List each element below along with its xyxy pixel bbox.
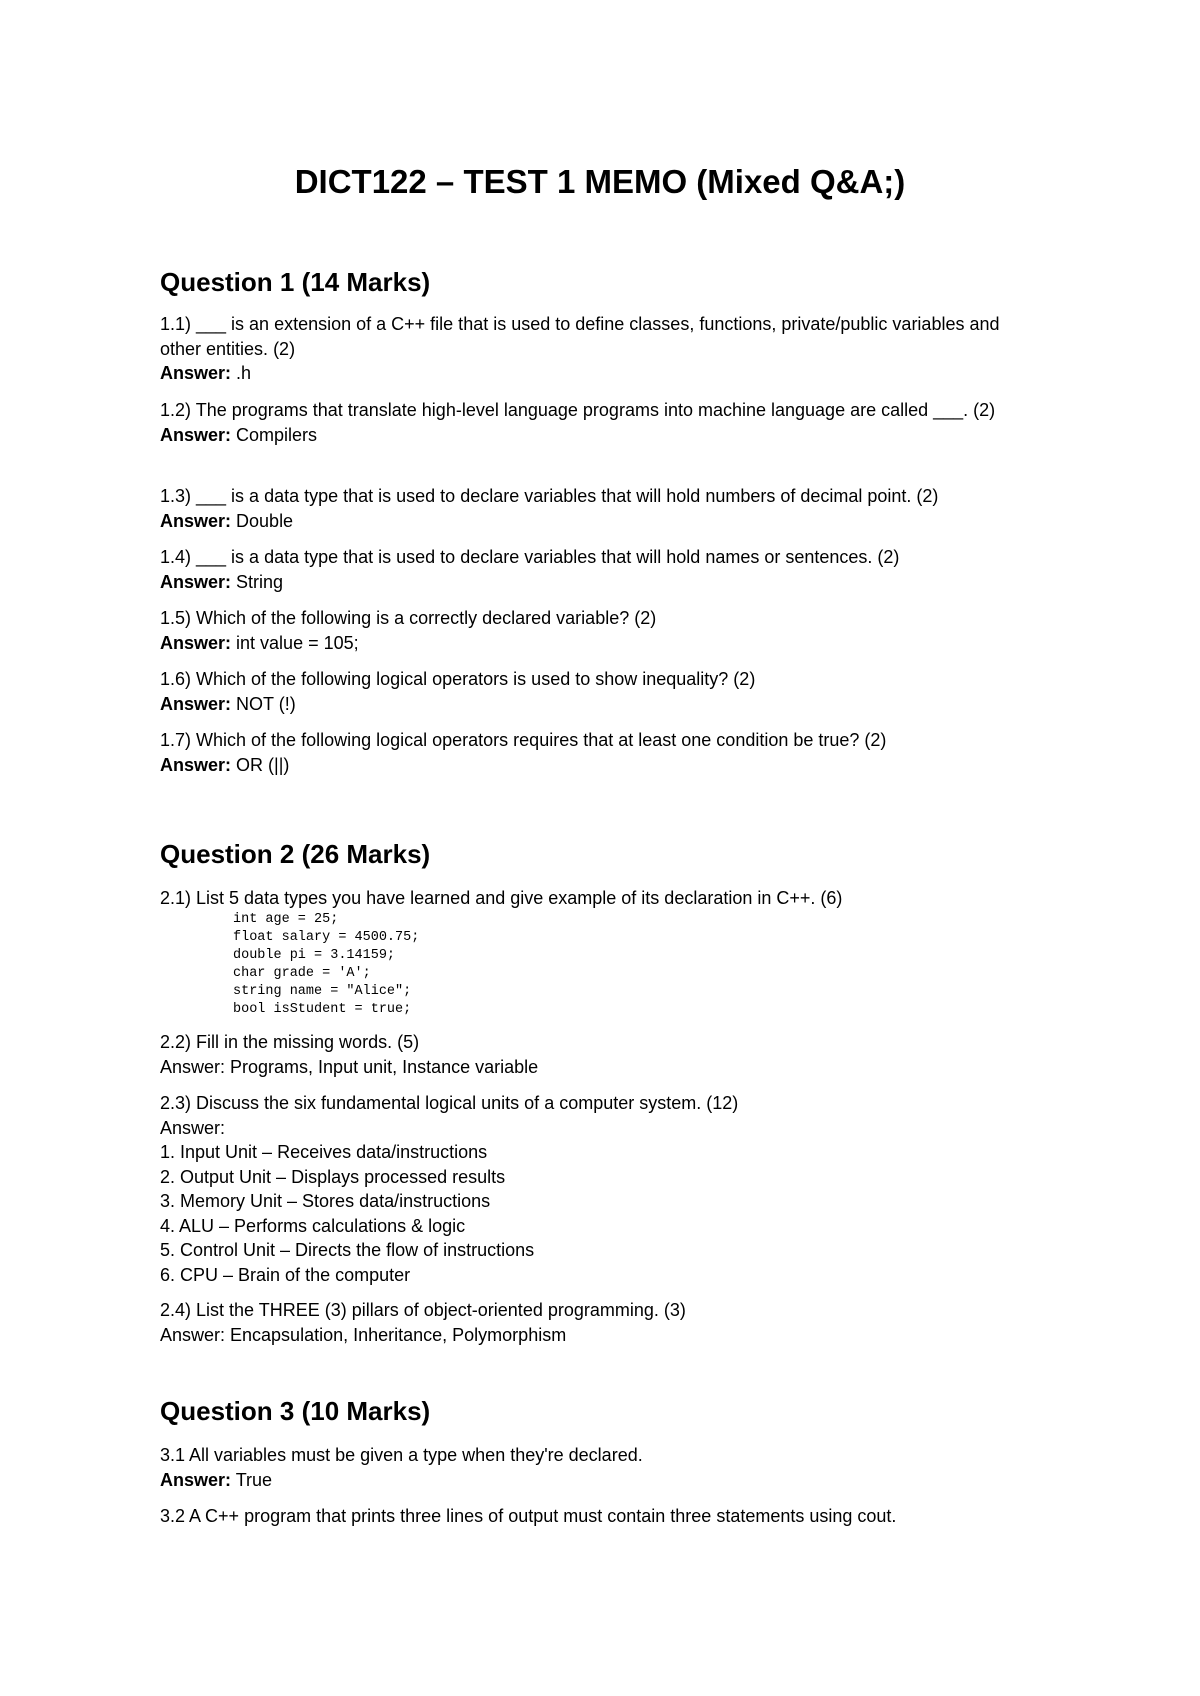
list-item: 4. ALU – Performs calculations & logic [160, 1215, 466, 1236]
list-item: 2. Output Unit – Displays processed results [160, 1166, 506, 1187]
question-text: 1.1) ___ is an extension of a C++ file that is used to define classes, functions, private/public variables and other entities. (2) [160, 314, 1000, 359]
answer-line [160, 1468, 1040, 1493]
answer-value: Double [236, 510, 294, 531]
document-title: DICT122 – TEST 1 MEMO (Mixed Q&A;) [294, 163, 906, 200]
answer-line: Answer: Encapsulation, Inheritance, Polymorphism [160, 1324, 567, 1345]
code-line: int age = 25; [233, 911, 339, 927]
code-block [160, 911, 1040, 1019]
answer-value: True [235, 1469, 273, 1490]
question-text: 2.3) Discuss the six fundamental logical units of a computer system. (12) [160, 1093, 739, 1113]
list-item: 5. Control Unit – Directs the flow of instructions [160, 1240, 535, 1260]
question-2-heading: Question 2 (26 Marks) [160, 839, 431, 869]
code-line: double pi = 3.14159; [233, 947, 396, 963]
question-2-2 [160, 1030, 1040, 1079]
answer-line [160, 753, 1040, 778]
answer-value: NOT (!) [236, 693, 296, 714]
code-line: bool isStudent = true; [233, 1001, 412, 1017]
answer-value: OR (||) [236, 754, 290, 775]
question-text: 2.1) List 5 data types you have learned and give example of its declaration in C++. (6) [160, 888, 843, 908]
answer-line [160, 631, 1040, 656]
answer-value: int value = 105; [236, 632, 359, 653]
question-text: 1.6) Which of the following logical operators is used to show inequality? (2) [160, 669, 756, 689]
answer-line [160, 570, 1040, 595]
question-2-3 [160, 1091, 1040, 1287]
answer-label: Answer: [160, 424, 232, 445]
question-3-2 [160, 1504, 1040, 1529]
question-1-5 [160, 606, 1040, 655]
question-3-heading: Question 3 (10 Marks) [160, 1396, 431, 1426]
code-line: float salary = 4500.75; [233, 929, 420, 945]
answer-line [160, 423, 1040, 448]
question-text: 2.2) Fill in the missing words. (5) [160, 1032, 420, 1052]
answer-label: Answer: [160, 693, 232, 714]
list-item: 6. CPU – Brain of the computer [160, 1264, 411, 1285]
answer-value: String [236, 571, 284, 592]
list-item: 3. Memory Unit – Stores data/instructions [160, 1191, 491, 1211]
answer-line [160, 692, 1040, 717]
answer-label: Answer: [160, 754, 232, 775]
question-1-7 [160, 728, 1040, 777]
answer-value: .h [236, 363, 252, 383]
question-1-6 [160, 667, 1040, 716]
answer-line: Answer: Programs, Input unit, Instance variable [160, 1056, 539, 1077]
question-2-4 [160, 1298, 1040, 1347]
question-text: 3.1 All variables must be given a type when they're declared. [160, 1445, 643, 1465]
answer-label: Answer: [160, 1469, 232, 1490]
answer-value: Compilers [236, 424, 318, 445]
code-line: char grade = 'A'; [233, 965, 371, 981]
question-1-2 [160, 398, 1040, 447]
question-1-4 [160, 545, 1040, 594]
question-text: 1.4) ___ is a data type that is used to declare variables that will hold names or sentences. (2) [160, 547, 900, 567]
question-text: 1.7) Which of the following logical operators requires that at least one condition be true? (2) [160, 730, 887, 750]
answer-label: Answer: [160, 632, 232, 653]
question-3-1 [160, 1443, 1040, 1492]
list-item: 1. Input Unit – Receives data/instructions [160, 1142, 488, 1162]
answer-label: Answer: [160, 1117, 226, 1138]
question-text: 2.4) List the THREE (3) pillars of object-oriented programming. (3) [160, 1300, 686, 1320]
question-1-3 [160, 484, 1040, 533]
question-text: 1.2) The programs that translate high-level language programs into machine language are called ___. (2) [160, 400, 996, 420]
answer-line [160, 361, 1040, 386]
question-text: 3.2 A C++ program that prints three lines of output must contain three statements using cout. [160, 1506, 897, 1526]
answer-label: Answer: [160, 571, 232, 592]
question-1-1 [160, 312, 1040, 386]
question-text: 1.3) ___ is a data type that is used to declare variables that will hold numbers of decimal point. (2) [160, 486, 939, 506]
answer-line [160, 509, 1040, 534]
answer-label: Answer: [160, 363, 232, 383]
question-1-heading: Question 1 (14 Marks) [160, 267, 431, 297]
code-line: string name = "Alice"; [233, 983, 412, 999]
question-2-1 [160, 886, 1040, 1019]
answer-label: Answer: [160, 510, 232, 531]
question-text: 1.5) Which of the following is a correctly declared variable? (2) [160, 608, 657, 628]
